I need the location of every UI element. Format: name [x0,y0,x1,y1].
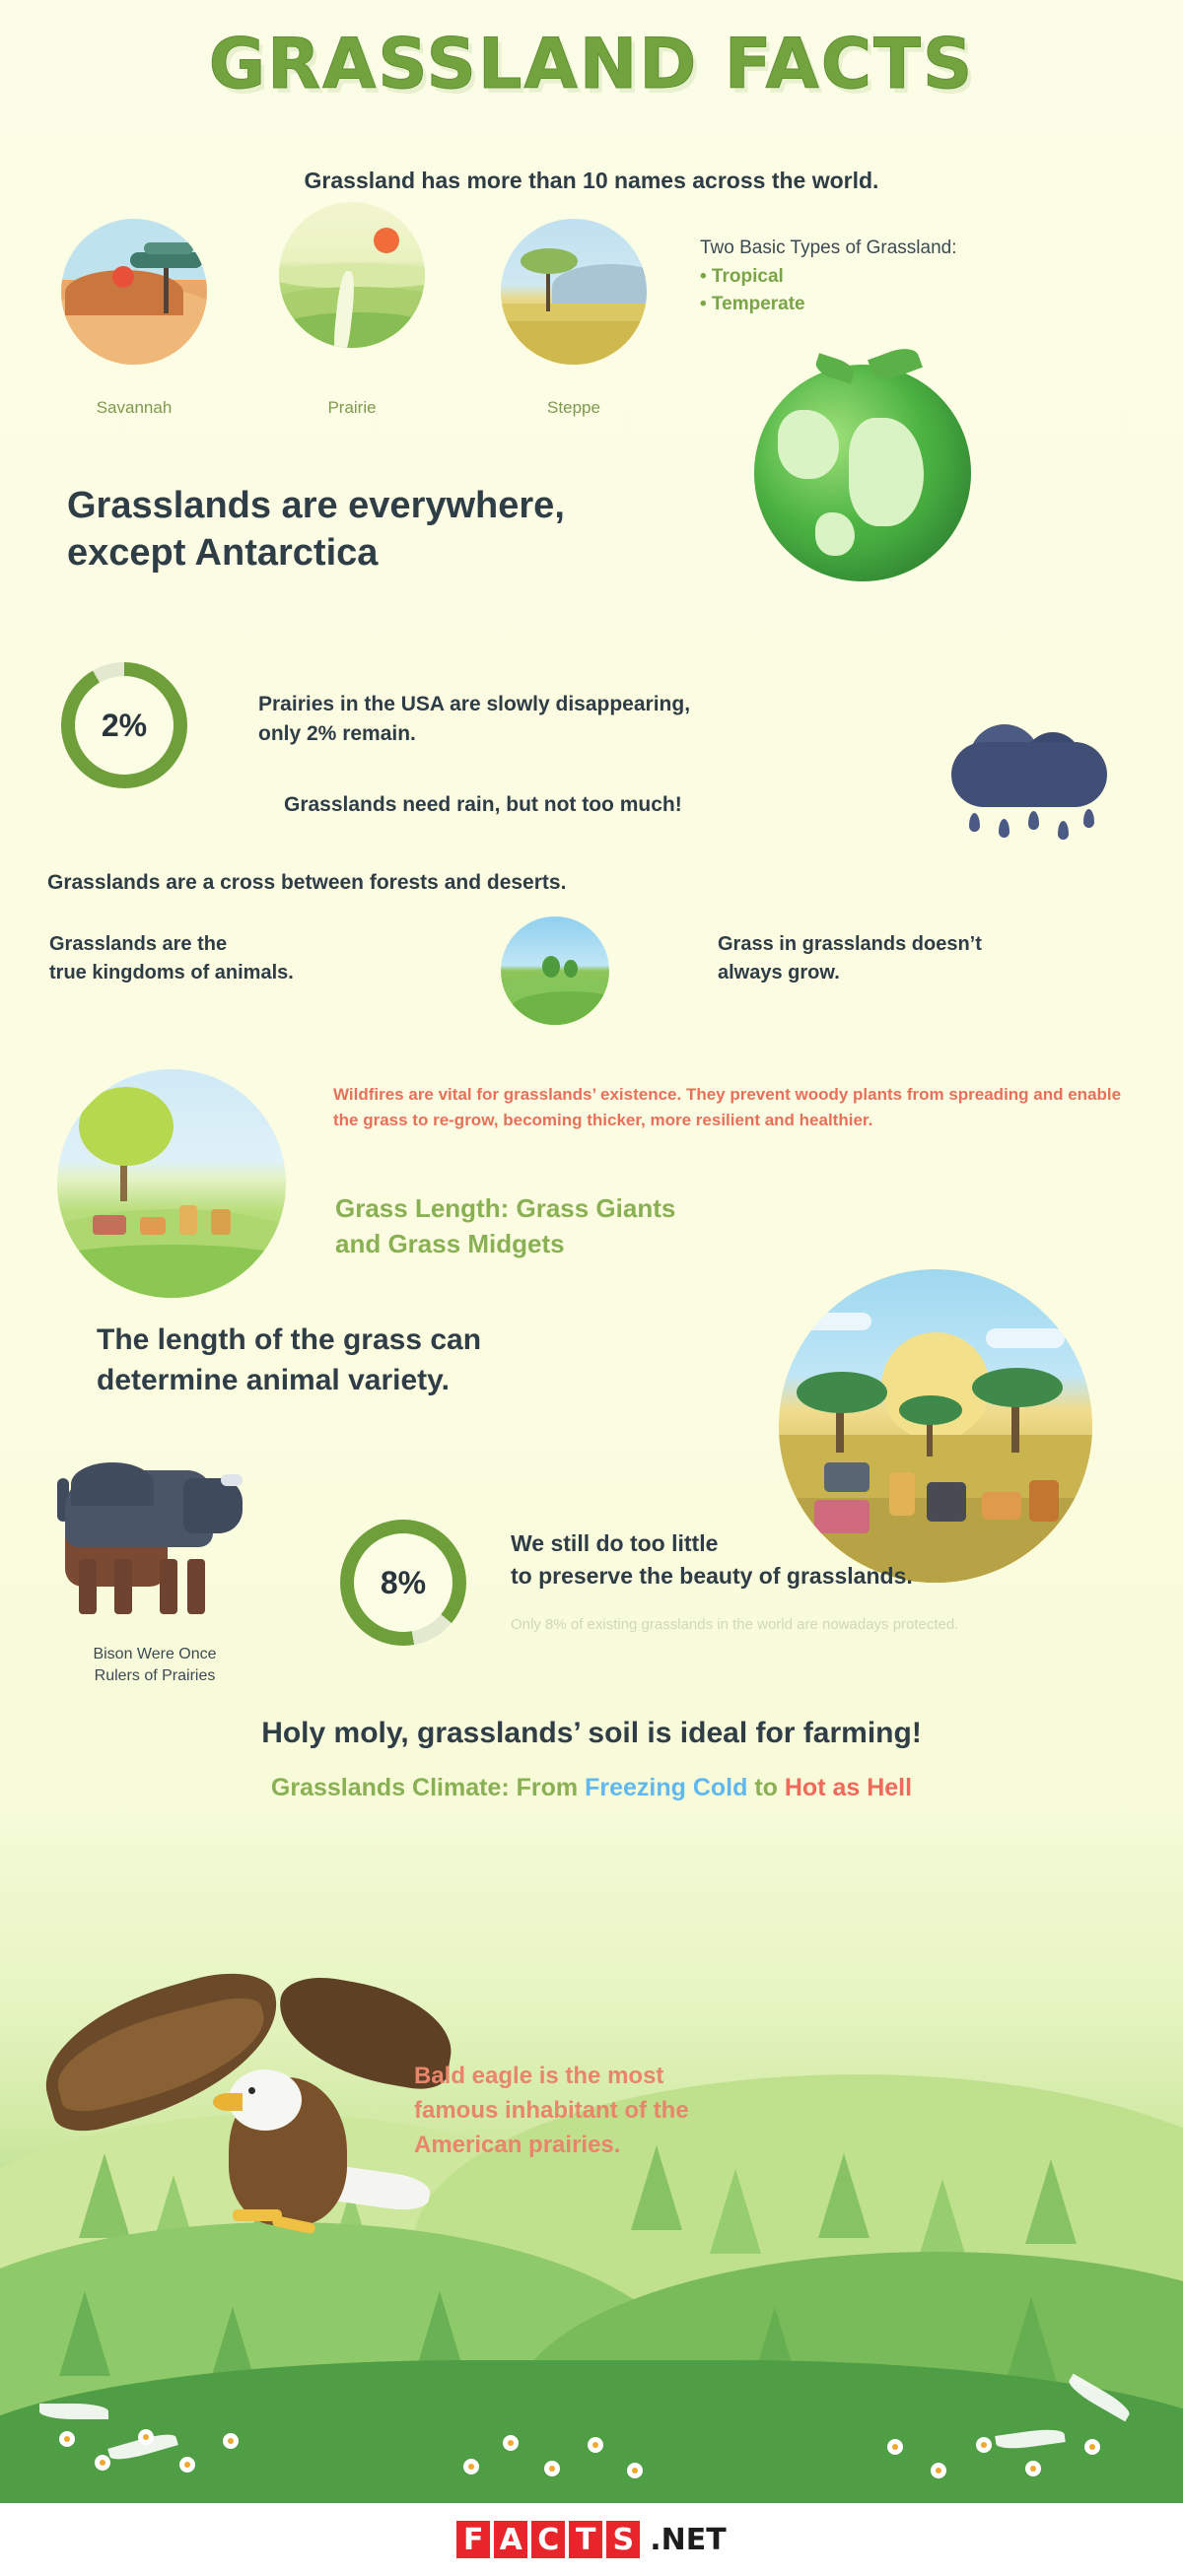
page-subtitle: Grassland has more than 10 names across the world. [304,168,879,193]
wildfire-fact-text: Wildfires are vital for grasslands’ existence. They prevent woody plants from spreading and enable the grass to re-grow, becoming thicker, more resilient and healthier. [333,1085,1122,1129]
grass-length-heading [335,1190,675,1262]
prairies-percent-value: 2% [101,707,148,743]
logo-letter-a: A [494,2521,527,2558]
climate-heading [0,1774,1183,1802]
basic-types-heading: Two Basic Types of Grassland: [700,237,957,258]
prairies-percent-donut [61,662,187,788]
grass-length-fact-text [97,1321,481,1400]
animal-kingdom-illustration [57,1069,286,1298]
basic-types-block [700,235,957,319]
eagle-line-1: Bald eagle is the most [414,2063,664,2089]
kingdom-fact-text [49,930,294,987]
climate-cold-label: Freezing Cold [585,1774,748,1801]
logo-letter-f: F [456,2521,490,2558]
grass-length-fact-line-2: determine animal variety. [97,1363,450,1396]
rain-fact-text: Grasslands need rain, but not too much! [284,793,682,816]
bison-caption-line-1: Bison Were Once [93,1646,217,1662]
preserve-line-2: to preserve the beauty of grasslands. [511,1563,913,1590]
grow-line-2: always grow. [718,962,840,983]
preserve-percent-donut [340,1520,466,1646]
bison-caption [61,1644,248,1688]
prairie-label: Prairie [327,398,377,417]
prairies-fact-line-2: only 2% remain. [258,722,416,746]
prairies-fact-line-1: Prairies in the USA are slowly disappearing, [258,693,691,715]
steppe-illustration [501,219,647,365]
bison-caption-line-2: Rulers of Prairies [94,1667,216,1685]
meadow-illustration [501,916,609,1025]
preserve-line-1: We still do too little [511,1530,719,1556]
grow-line-1: Grass in grasslands doesn’t [718,933,982,955]
globe-icon [754,365,971,581]
bison-illustration [57,1460,280,1638]
grass-length-fact-line-1: The length of the grass can [97,1323,482,1356]
climate-prefix: Grasslands Climate: From [270,1774,586,1801]
eagle-fact-text [414,2060,689,2162]
page-title: GRASSLAND FACTS [208,24,975,104]
climate-mid: to [754,1774,785,1801]
rain-cloud-icon [951,724,1109,843]
eagle-line-3: American prairies. [414,2131,621,2158]
grass-length-line-2: and Grass Midgets [335,1229,565,1259]
soil-fact-text: Holy moly, grasslands’ soil is ideal for farming! [261,1717,922,1749]
bald-eagle-illustration [39,1961,453,2286]
preserve-fact-text [511,1527,913,1593]
logo-letter-c: C [531,2521,565,2558]
logo-suffix: .NET [650,2522,727,2557]
everywhere-line-2: except Antarctica [67,531,379,574]
kingdom-line-2: true kingdoms of animals. [49,962,294,983]
savannah-label: Savannah [96,398,173,417]
preserve-percent-value: 8% [380,1564,427,1600]
everywhere-heading [67,483,565,576]
grow-fact-text [718,930,982,987]
steppe-label: Steppe [547,398,600,417]
footer [0,2503,1183,2576]
logo-letter-s: S [606,2521,640,2558]
savannah-illustration [61,219,207,365]
facts-net-logo[interactable] [456,2521,726,2558]
basic-type-temperate: • Temperate [700,294,805,314]
climate-hot-label: Hot as Hell [784,1774,913,1801]
preserve-subtext: Only 8% of existing grasslands in the world are nowadays protected. [511,1616,959,1633]
cross-fact-text: Grasslands are a cross between forests and deserts. [47,871,567,894]
prairie-illustration [279,202,425,348]
prairies-fact-text [258,690,690,750]
grass-length-line-1: Grass Length: Grass Giants [335,1193,676,1223]
kingdom-line-1: Grasslands are the [49,933,228,955]
basic-type-tropical: • Tropical [700,265,784,287]
eagle-line-2: famous inhabitant of the [414,2096,689,2124]
everywhere-line-1: Grasslands are everywhere, [67,485,565,526]
logo-letter-t: T [569,2521,602,2558]
